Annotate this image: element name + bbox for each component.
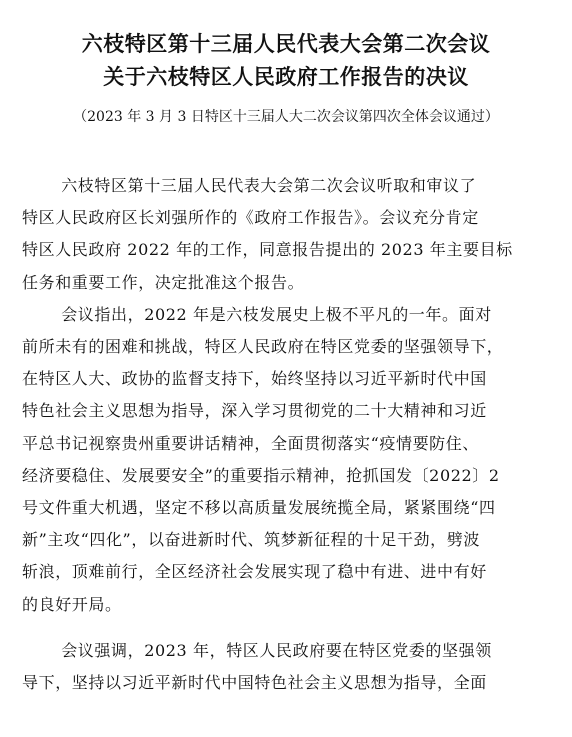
- paragraph-line: 斩浪，顶难前行，全区经济社会发展实现了稳中有进、进中有好: [22, 562, 487, 582]
- paragraph-line: 前所未有的困难和挑战，特区人民政府在特区党委的坚强领导下，: [22, 337, 504, 357]
- paragraph-line: 会议强调，2023 年，特区人民政府要在特区党委的坚强领: [61, 640, 492, 660]
- paragraph-line: 特区人民政府 2022 年的工作，同意报告提出的 2023 年主要目标: [22, 240, 513, 260]
- paragraph-line: 经济要稳住、发展要安全”的重要指示精神，抢抓国发〔2022〕2: [22, 465, 500, 485]
- paragraph-line: 在特区人大、政协的监督支持下，始终坚持以习近平新时代中国: [22, 369, 487, 389]
- paragraph-line: 号文件重大机遇，坚定不移以高质量发展统揽全局，紧紧围绕“四: [22, 498, 496, 518]
- paragraph-line: 平总书记视察贵州重要讲话精神，全面贯彻落实“疫情要防住、: [22, 433, 479, 453]
- paragraph-line: 新”主攻“四化”，以奋进新时代、筑梦新征程的十足干劲，劈波: [22, 530, 480, 550]
- title-line-2: 关于六枝特区人民政府工作报告的决议: [103, 65, 469, 89]
- paragraph-1: [22, 170, 554, 299]
- document-body: [22, 170, 554, 699]
- document-subtitle: （2023 年 3 月 3 日特区十三届人大二次会议第四次全体会议通过）: [73, 109, 499, 125]
- paragraph-line: 特色社会主义思想为指导，深入学习贯彻党的二十大精神和习近: [22, 401, 487, 421]
- paragraph-line: 六枝特区第十三届人民代表大会第二次会议听取和审议了: [61, 176, 477, 195]
- title-line-1: 六枝特区第十三届人民代表大会第二次会议: [81, 32, 491, 56]
- paragraph-line: 的良好开局。: [22, 594, 122, 614]
- paragraph-line: 导下，坚持以习近平新时代中国特色社会主义思想为指导，全面: [22, 673, 487, 693]
- paragraph-2: [22, 299, 554, 621]
- document-title: [0, 0, 572, 94]
- paragraph-line: 特区人民政府区长刘强所作的《政府工作报告》。会议充分肯定: [22, 208, 479, 228]
- paragraph-line: 任务和重要工作，决定批准这个报告。: [22, 272, 305, 292]
- paragraph-3: [22, 635, 554, 699]
- paragraph-line: 会议指出，2022 年是六枝发展史上极不平凡的一年。面对: [61, 304, 492, 324]
